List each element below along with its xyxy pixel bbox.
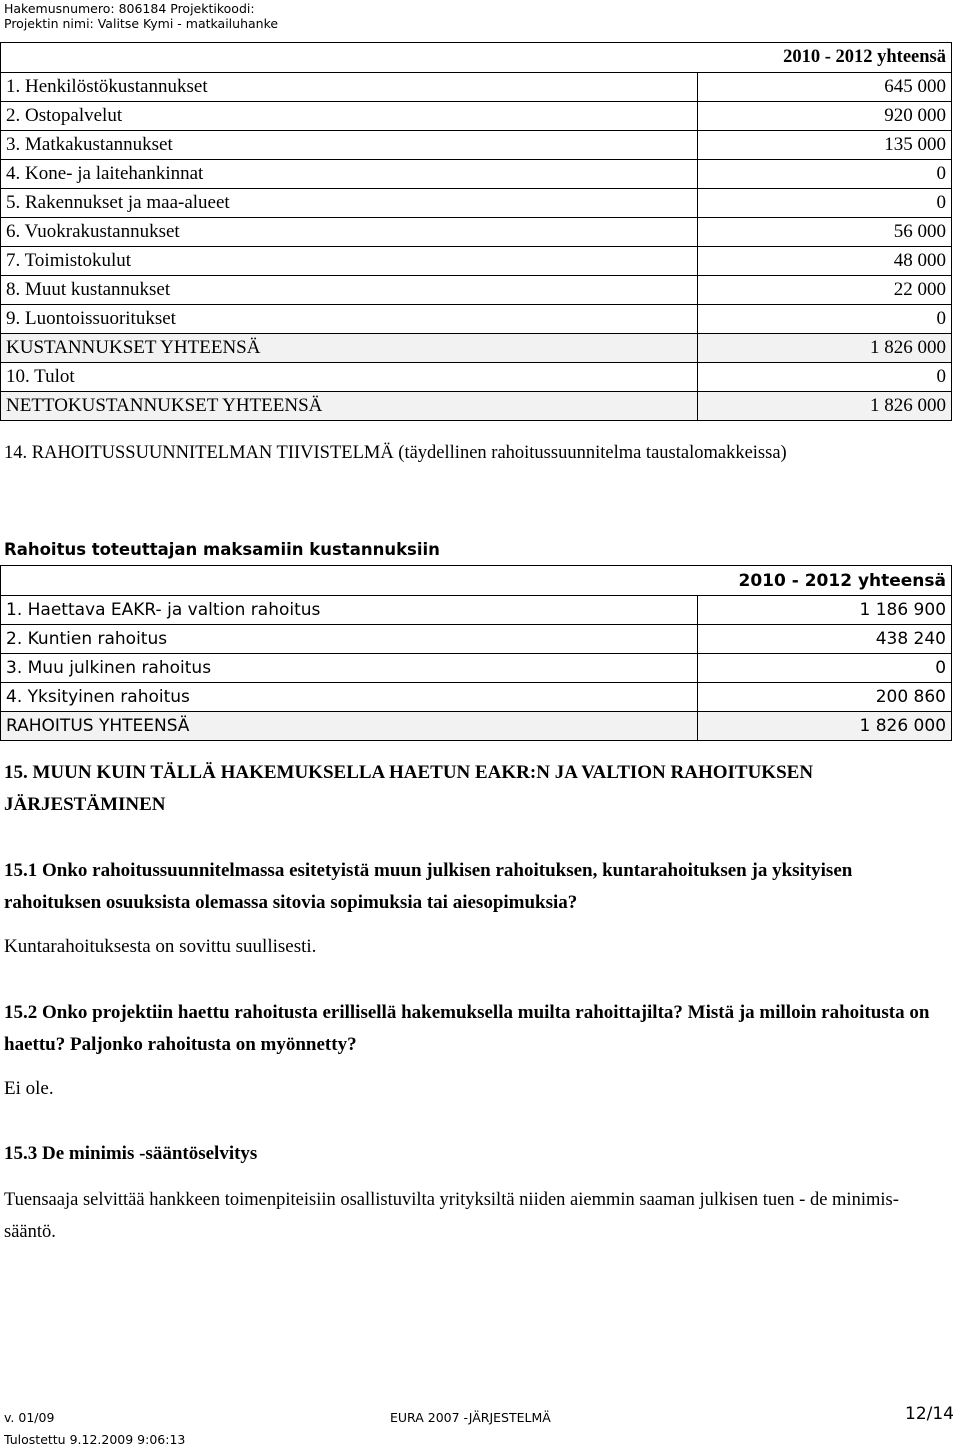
question-15-2: 15.2 Onko projektiin haettu rahoitusta erillisellä hakemuksella muilta rahoittajilta? Mistä ja milloin rahoitusta on haettu? Paljonko rahoitusta on myönnetty?	[4, 1002, 930, 1055]
project-name: Projektin nimi: Valitse Kymi - matkailuhanke	[4, 16, 279, 31]
row-label: 2. Ostopalvelut	[1, 102, 698, 131]
row-label: NETTOKUSTANNUKSET YHTEENSÄ	[1, 392, 698, 421]
footer-page-number: 12/14	[905, 1404, 954, 1424]
section-14-heading: 14. RAHOITUSSUUNNITELMAN TIIVISTELMÄ (täydellinen rahoitussuunnitelma taustalomakkeissa)	[4, 443, 787, 463]
costs-table-header	[1, 43, 952, 73]
row-value: 200 860	[698, 683, 952, 712]
row-label: 5. Rakennukset ja maa-alueet	[1, 189, 698, 218]
row-label: 4. Yksityinen rahoitus	[1, 683, 698, 712]
section-15-heading: 15. MUUN KUIN TÄLLÄ HAKEMUKSELLA HAETUN EAKR:N JA VALTION RAHOITUKSEN JÄRJESTÄMINEN	[4, 762, 814, 815]
row-value: 1 826 000	[698, 392, 952, 421]
answer-15-3: Tuensaaja selvittää hankkeen toimenpiteisiin osallistuvilta yrityksiltä niiden aiemmin saaman julkisen tuen - de minimis-sääntö.	[4, 1190, 899, 1242]
row-value: 1 186 900	[698, 596, 952, 625]
table-row	[1, 102, 952, 131]
row-label: 1. Henkilöstökustannukset	[1, 73, 698, 102]
costs-total-row	[1, 334, 952, 363]
table-row	[1, 596, 952, 625]
table-row	[1, 247, 952, 276]
financing-table-header	[1, 566, 952, 596]
row-value: 135 000	[698, 131, 952, 160]
financing-table	[0, 565, 952, 741]
row-value: 920 000	[698, 102, 952, 131]
row-label: KUSTANNUKSET YHTEENSÄ	[1, 334, 698, 363]
table-row	[1, 683, 952, 712]
row-label: 6. Vuokrakustannukset	[1, 218, 698, 247]
table-row	[1, 625, 952, 654]
costs-table	[0, 42, 952, 421]
row-label: 4. Kone- ja laitehankinnat	[1, 160, 698, 189]
row-value: 1 826 000	[698, 334, 952, 363]
application-number: Hakemusnumero: 806184 Projektikoodi:	[4, 1, 255, 16]
row-value: 0	[698, 363, 952, 392]
financing-total-row	[1, 712, 952, 741]
row-label: 2. Kuntien rahoitus	[1, 625, 698, 654]
table-row	[1, 276, 952, 305]
answer-15-2: Ei ole.	[4, 1078, 54, 1099]
table-row	[1, 305, 952, 334]
row-label: 3. Muu julkinen rahoitus	[1, 654, 698, 683]
answer-15-1: Kuntarahoituksesta on sovittu suullisesti.	[4, 936, 317, 957]
table-row	[1, 654, 952, 683]
question-15-1: 15.1 Onko rahoitussuunnitelmassa esitetyistä muun julkisen rahoituksen, kuntarahoituksen ja yksityisen rahoituksen osuuksista olemassa sitovia sopimuksia tai aiesopimuksia?	[4, 860, 853, 913]
row-label: 8. Muut kustannukset	[1, 276, 698, 305]
footer-system: EURA 2007 -JÄRJESTELMÄ	[390, 1410, 551, 1425]
footer-version: v. 01/09	[4, 1410, 55, 1425]
table-row	[1, 131, 952, 160]
financing-subheading: Rahoitus toteuttajan maksamiin kustannuksiin	[4, 540, 440, 559]
costs-period-header: 2010 - 2012 yhteensä	[1, 43, 952, 73]
financing-period-header: 2010 - 2012 yhteensä	[1, 566, 952, 596]
table-row	[1, 363, 952, 392]
row-label: 10. Tulot	[1, 363, 698, 392]
row-label: 9. Luontoissuoritukset	[1, 305, 698, 334]
row-value: 645 000	[698, 73, 952, 102]
table-row	[1, 160, 952, 189]
footer-printed: Tulostettu 9.12.2009 9:06:13	[4, 1432, 186, 1447]
row-label: 1. Haettava EAKR- ja valtion rahoitus	[1, 596, 698, 625]
table-row	[1, 189, 952, 218]
row-value: 0	[698, 654, 952, 683]
row-value: 0	[698, 189, 952, 218]
row-value: 0	[698, 305, 952, 334]
table-row	[1, 73, 952, 102]
row-value: 0	[698, 160, 952, 189]
net-costs-total-row	[1, 392, 952, 421]
row-value: 22 000	[698, 276, 952, 305]
question-15-3: 15.3 De minimis -sääntöselvitys	[4, 1143, 258, 1164]
row-label: 7. Toimistokulut	[1, 247, 698, 276]
row-value: 1 826 000	[698, 712, 952, 741]
row-value: 56 000	[698, 218, 952, 247]
row-value: 438 240	[698, 625, 952, 654]
row-label: 3. Matkakustannukset	[1, 131, 698, 160]
row-value: 48 000	[698, 247, 952, 276]
row-label: RAHOITUS YHTEENSÄ	[1, 712, 698, 741]
table-row	[1, 218, 952, 247]
